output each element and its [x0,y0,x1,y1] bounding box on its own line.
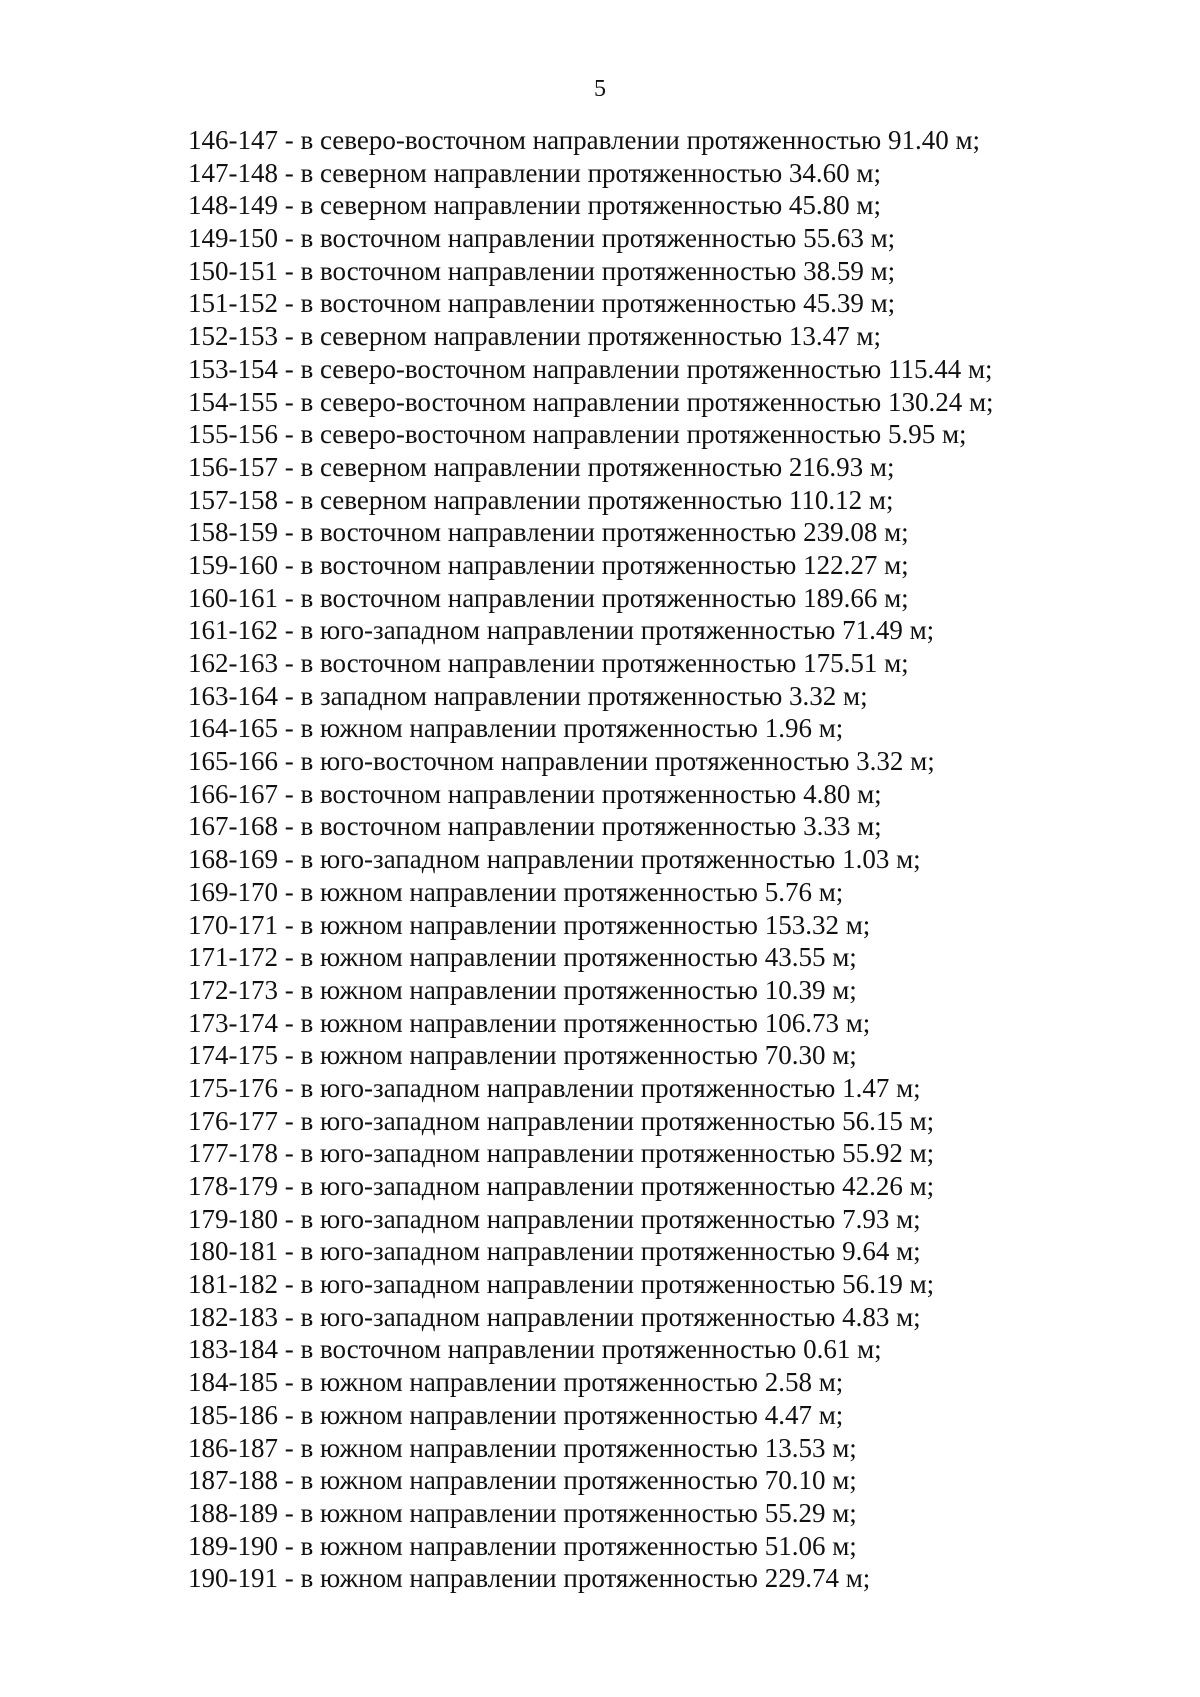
boundary-segment-line: 152-153 - в северном направлении протяженностью 13.47 м; [188,321,881,352]
boundary-segment-line: 175-176 - в юго-западном направлении протяженностью 1.47 м; [188,1072,921,1103]
boundary-segment-line: 182-183 - в юго-западном направлении протяженностью 4.83 м; [188,1301,921,1332]
boundary-segment-line: 167-168 - в восточном направлении протяженностью 3.33 м; [188,811,882,842]
boundary-segment-line: 171-172 - в южном направлении протяженностью 43.55 м; [188,942,857,973]
boundary-segment-line: 155-156 - в северо-восточном направлении протяженностью 5.95 м; [188,419,967,450]
boundary-segment-line: 176-177 - в юго-западном направлении протяженностью 56.15 м; [188,1105,935,1136]
boundary-segment-line: 183-184 - в восточном направлении протяженностью 0.61 м; [188,1334,882,1365]
boundary-segment-list [188,124,1148,1595]
boundary-segment-line: 147-148 - в северном направлении протяженностью 34.60 м; [188,157,881,188]
boundary-segment-line: 174-175 - в южном направлении протяженностью 70.30 м; [188,1040,857,1071]
boundary-segment-line: 180-181 - в юго-западном направлении протяженностью 9.64 м; [188,1236,921,1267]
boundary-segment-line: 185-186 - в южном направлении протяженностью 4.47 м; [188,1399,844,1430]
boundary-segment-line: 161-162 - в юго-западном направлении протяженностью 71.49 м; [188,615,935,646]
boundary-segment-line: 159-160 - в восточном направлении протяженностью 122.27 м; [188,549,909,580]
boundary-segment-line: 190-191 - в южном направлении протяженностью 229.74 м; [188,1563,871,1594]
boundary-segment-line: 165-166 - в юго-восточном направлении протяженностью 3.32 м; [188,746,935,777]
boundary-segment-line: 154-155 - в северо-восточном направлении протяженностью 130.24 м; [188,386,994,417]
boundary-segment-line: 179-180 - в юго-западном направлении протяженностью 7.93 м; [188,1203,921,1234]
boundary-segment-line: 184-185 - в южном направлении протяженностью 2.58 м; [188,1367,844,1398]
boundary-segment-line: 160-161 - в восточном направлении протяженностью 189.66 м; [188,582,909,613]
boundary-segment-line: 162-163 - в восточном направлении протяженностью 175.51 м; [188,648,909,678]
boundary-segment-line: 189-190 - в южном направлении протяженностью 51.06 м; [188,1530,857,1561]
boundary-segment-line: 172-173 - в южном направлении протяженностью 10.39 м; [188,974,857,1005]
boundary-segment-line: 149-150 - в восточном направлении протяженностью 55.63 м; [188,223,896,254]
boundary-segment-line: 153-154 - в северо-восточном направлении протяженностью 115.44 м; [188,353,993,384]
boundary-segment-line: 181-182 - в юго-западном направлении протяженностью 56.19 м; [188,1269,935,1300]
boundary-segment-line: 170-171 - в южном направлении протяженностью 153.32 м; [188,909,871,940]
boundary-segment-line: 186-187 - в южном направлении протяженностью 13.53 м; [188,1432,857,1463]
boundary-segment-line: 188-189 - в южном направлении протяженностью 55.29 м; [188,1497,857,1528]
boundary-segment-line: 148-149 - в северном направлении протяженностью 45.80 м; [188,190,881,221]
boundary-segment-line: 177-178 - в юго-западном направлении протяженностью 55.92 м; [188,1138,935,1169]
boundary-segment-line: 187-188 - в южном направлении протяженностью 70.10 м; [188,1465,857,1496]
page-number: 5 [594,76,606,102]
boundary-segment-line: 173-174 - в южном направлении протяженностью 106.73 м; [188,1007,871,1038]
boundary-segment-line: 150-151 - в восточном направлении протяженностью 38.59 м; [188,255,896,286]
boundary-segment-line: 166-167 - в восточном направлении протяженностью 4.80 м; [188,778,882,809]
boundary-segment-line: 158-159 - в восточном направлении протяженностью 239.08 м; [188,517,909,548]
boundary-segment-line: 163-164 - в западном направлении протяженностью 3.32 м; [188,680,868,711]
boundary-segment-line: 157-158 - в северном направлении протяженностью 110.12 м; [188,484,894,515]
boundary-segment-line: 178-179 - в юго-западном направлении протяженностью 42.26 м; [188,1171,935,1201]
boundary-segment-line: 168-169 - в юго-западном направлении протяженностью 1.03 м; [188,844,921,875]
boundary-segment-line: 156-157 - в северном направлении протяженностью 216.93 м; [188,451,895,482]
boundary-segment-line: 151-152 - в восточном направлении протяженностью 45.39 м; [188,288,896,319]
boundary-segment-line: 164-165 - в южном направлении протяженностью 1.96 м; [188,713,844,744]
boundary-segment-line: 169-170 - в южном направлении протяженностью 5.76 м; [188,876,844,907]
boundary-segment-line: 146-147 - в северо-восточном направлении протяженностью 91.40 м; [188,125,981,155]
